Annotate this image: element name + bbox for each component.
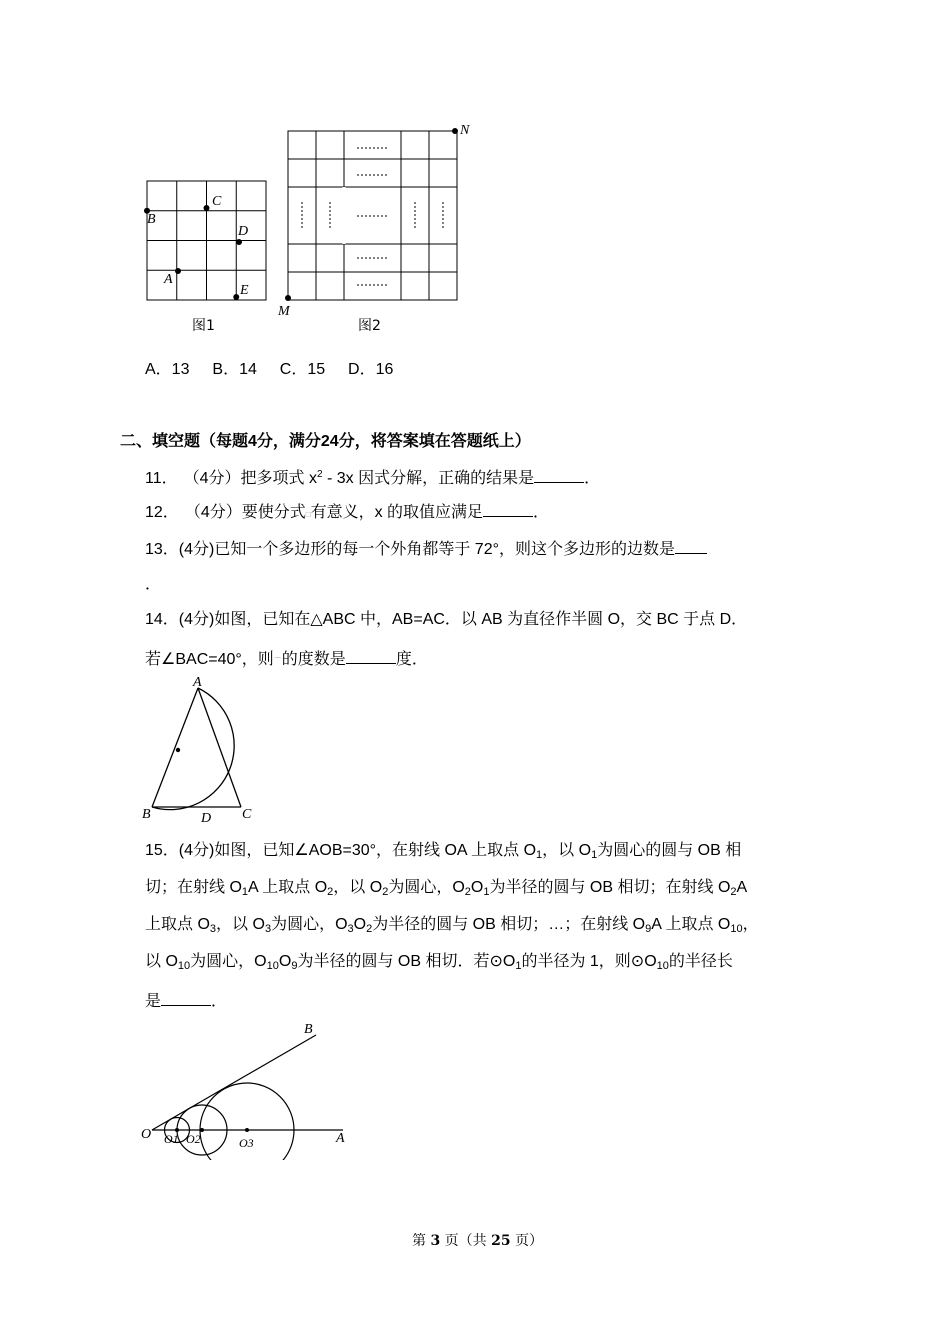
fig2-label-N: N xyxy=(460,123,470,138)
question-15-line4: 以 O10为圆心，O10O9为半径的圆与 OB 相切．若⊙O1的半径为 1，则⊙O10的半径长 xyxy=(145,953,733,972)
fig2-caption: 图2 xyxy=(358,318,381,334)
label-b: B xyxy=(304,1022,313,1037)
fig1-label-D: D xyxy=(238,224,249,239)
label-o1: O1 xyxy=(164,1132,179,1146)
question-14-line2: 若∠BAC=40°，则⌒的度数是 度． xyxy=(145,647,428,672)
question-15: 15．(4分)如图，已知∠AOB=30°，在射线 OA 上取点 O1，以 O1为圆心的圆与 OB 相 xyxy=(145,842,742,861)
fig1-caption: 图1 xyxy=(192,318,215,334)
option-d[interactable]: D．16 xyxy=(348,361,394,378)
semicircle xyxy=(152,688,234,810)
option-b[interactable]: B．14 xyxy=(212,361,257,378)
question-15-line5: 是 ． xyxy=(145,989,227,1012)
fig1-points xyxy=(144,205,242,300)
fig2-points xyxy=(285,128,458,301)
question-12: 12． （4分）要使分式□有意义，x 的取值应满足 ． xyxy=(145,500,549,525)
q15-answer-blank[interactable] xyxy=(161,989,211,1006)
section2-title: 二、填空题（每题4分，满分24分，将答案填在答题纸上） xyxy=(120,433,531,450)
option-a[interactable]: A．13 xyxy=(145,361,190,378)
side-ab xyxy=(152,688,198,807)
label-a: A xyxy=(336,1131,345,1146)
question-14: 14．(4分)如图，已知在△ABC 中，AB=AC．以 AB 为直径作半圆 O，交 BC 于点 D． xyxy=(145,611,748,628)
question-13: 13．(4分)已知一个多边形的每一个外角都等于 72°，则这个多边形的边数是 xyxy=(145,537,707,560)
question-15-line3: 上取点 O3，以 O3为圆心，O3O2为半径的圆与 OB 相切；…；在射线 O9A 上取点 O10， xyxy=(145,916,759,935)
label-b: B xyxy=(142,807,151,822)
page-footer: 第 3 页（共 25 页） xyxy=(412,1233,544,1249)
label-c: C xyxy=(242,807,252,822)
label-o: O xyxy=(141,1127,152,1142)
fig2-label-M: M xyxy=(278,304,290,319)
q10-figure xyxy=(135,120,480,340)
fraction-image: □ xyxy=(305,510,311,519)
fig2-grid xyxy=(288,131,457,300)
q13-answer-blank[interactable] xyxy=(675,537,707,554)
fig2-ellipsis xyxy=(302,148,443,285)
fig1-label-C: C xyxy=(212,194,222,209)
q14-figure xyxy=(138,672,263,827)
q14-answer-blank[interactable] xyxy=(346,647,396,664)
label-o2: O2 xyxy=(186,1132,201,1146)
question-13-line2: ． xyxy=(145,576,162,593)
question-15-line2: 切；在射线 O1A 上取点 O2，以 O2为圆心，O2O1为半径的圆与 OB 相切；在射线 O2A xyxy=(145,879,748,898)
label-a: A xyxy=(193,675,202,690)
center-o3 xyxy=(245,1128,249,1132)
q15-figure xyxy=(138,1015,353,1160)
q10-options xyxy=(145,360,393,380)
label-d: D xyxy=(201,811,212,826)
arc-image: ⌒ xyxy=(273,657,282,666)
center-o xyxy=(176,748,180,752)
fig1-label-E: E xyxy=(240,283,249,298)
fig1-label-B: B xyxy=(147,212,156,227)
question-11: 11． （4分）把多项式 $x^2 - 3x$ 因式分解，正确的结果是 ． xyxy=(145,465,600,489)
option-c[interactable]: C．15 xyxy=(279,361,326,378)
q12-answer-blank[interactable] xyxy=(483,500,533,517)
q11-answer-blank[interactable] xyxy=(534,466,584,483)
fig1-label-A: A xyxy=(164,272,173,287)
label-o3: O3 xyxy=(239,1136,254,1150)
page-total: 25 xyxy=(491,1233,511,1249)
page-number: 3 xyxy=(430,1233,441,1249)
